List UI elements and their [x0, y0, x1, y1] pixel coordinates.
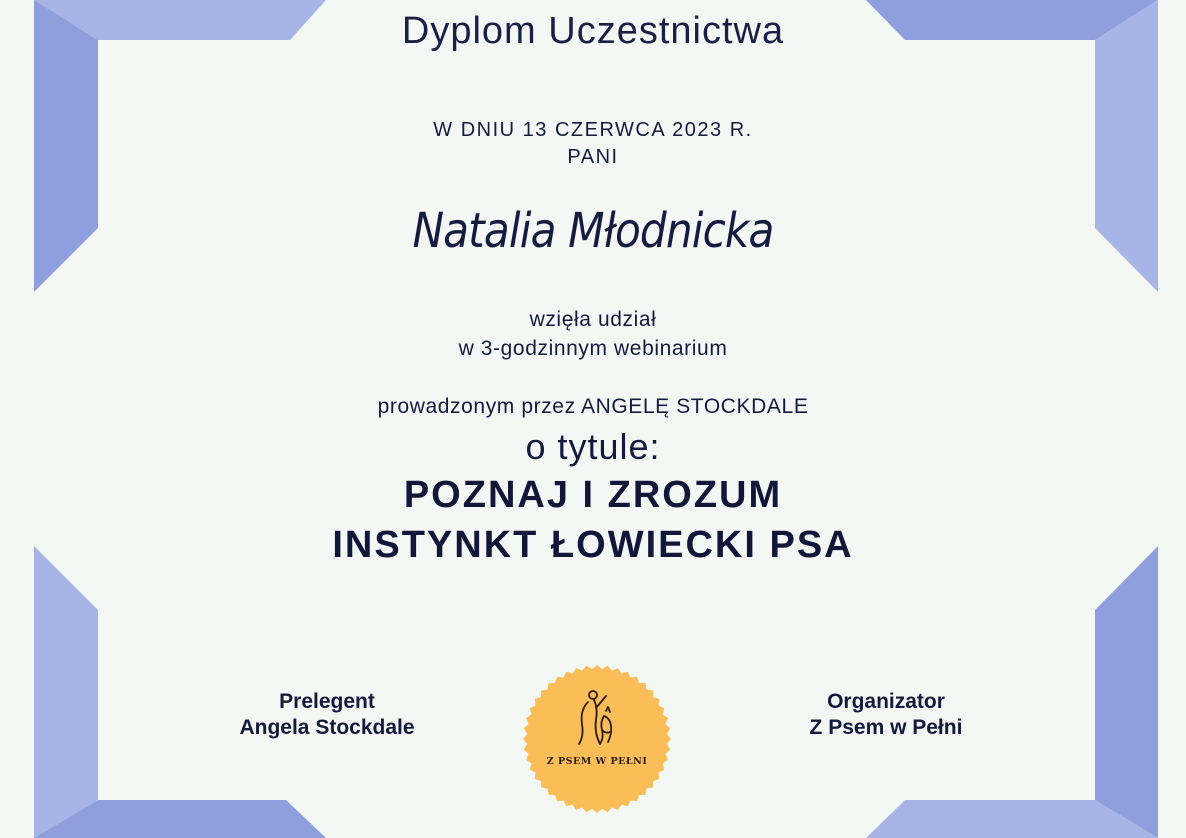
diploma-title: Dyplom Uczestnictwa	[401, 10, 785, 52]
seal-text: Z PSEM W PEŁNI	[546, 756, 648, 767]
speaker-signature-block	[177, 689, 477, 741]
organizer-name: Z Psem w Pełni	[809, 716, 963, 739]
led-by-line: prowadzonym przez ANGELĘ STOCKDALE	[377, 395, 809, 418]
webinar-title-line-2: INSTYNKT ŁOWIECKI PSA	[332, 524, 854, 566]
participation-line-2: w 3-godzinnym webinarium	[458, 337, 728, 360]
organizer-role: Organizator	[827, 690, 945, 713]
webinar-title-line-1: POZNAJ I ZROZUM	[403, 474, 783, 516]
participation-line-1: wzięła udział	[529, 308, 657, 331]
date-line: W DNIU 13 CZERWCA 2023 R.	[433, 119, 753, 141]
participant-name: Natalia Młodnicka	[412, 203, 774, 259]
frame-corner-bottom-right-vertical	[1095, 546, 1158, 838]
frame-corner-bottom-left-vertical	[34, 546, 98, 838]
organizer-signature-block	[736, 689, 1036, 741]
organizer-seal	[522, 664, 672, 814]
speaker-name: Angela Stockdale	[239, 716, 415, 739]
salutation: PANI	[567, 146, 619, 168]
title-intro: o tytule:	[525, 426, 661, 467]
speaker-role: Prelegent	[279, 690, 375, 713]
